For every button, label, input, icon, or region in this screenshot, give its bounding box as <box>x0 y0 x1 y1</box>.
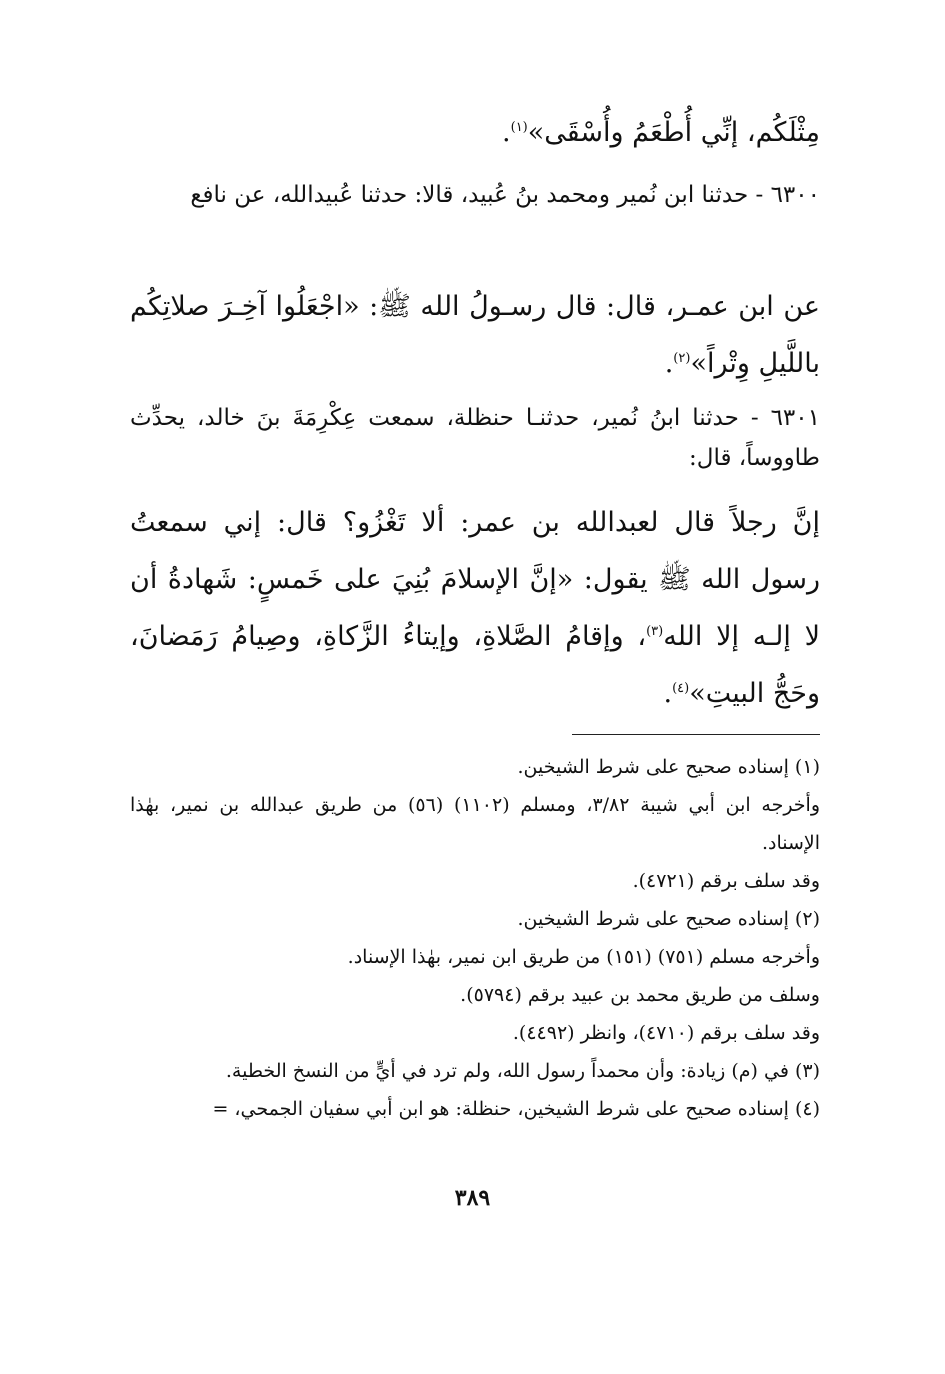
hadith-6300-isnad <box>130 175 820 215</box>
hadith-text-continuation <box>130 104 820 161</box>
footnote-2-line-4: وقد سلف برقم (٤٧١٠)، وانظر (٤٤٩٢). <box>512 1022 820 1044</box>
footnote-marker-1: (١) <box>510 120 528 135</box>
footnote-3-line-1: (٣) في (م) زيادة: وأن محمداً رسول الله، ولم ترد في أيٍّ من النسخ الخطية. <box>225 1060 820 1082</box>
footnote-4-line-1: (٤) إسناده صحيح على شرط الشيخين، حنظلة: هو ابن أبي سفيان الجمحي، = <box>212 1098 820 1120</box>
isnad-text: ٦٣٠١ - حدثنا ابنُ نُمير، حدثنـا حنظلة، سمعت عِكْرِمَةَ بنَ خالد، يحدِّث طاووساً، قال: <box>130 405 820 471</box>
footnote-2-line-2: وأخرجه مسلم (٧٥١) (١٥١) من طريق ابن نمير، بهٰذا الإسناد. <box>347 946 820 968</box>
isnad-text: ٦٣٠٠ - حدثنا ابن نُمير ومحمد بنُ عُبيد، قالا: حدثنا عُبيدالله، عن نافع <box>190 182 820 208</box>
matn-text: إنَّ رجلاً قال لعبدالله بن عمر: ألا تَغْزُو؟ قال: إني سمعتُ رسول الله ﷺ يقول: «إنَّ الإسلامَ بُنِيَ على خَمسٍ: شَهادةُ أن لا إلـه إلا الله <box>130 507 820 652</box>
footnote-divider <box>572 734 820 735</box>
matn-text: مِثْلَكُم، إنِّي أُطْعَمُ وأُسْقَى» <box>527 117 820 148</box>
page-number: ٣٨٩ <box>454 1185 491 1211</box>
footnote-marker-4: (٤) <box>672 681 690 696</box>
footnote-1-line-1: (١) إسناده صحيح على شرط الشيخين. <box>517 756 820 778</box>
punctuation: . <box>664 348 674 379</box>
hadith-6301-isnad <box>130 398 820 478</box>
hadith-6301-matn <box>130 494 820 722</box>
punctuation: . <box>663 678 673 709</box>
footnote-marker-2: (٢) <box>673 351 691 366</box>
matn-text: ، وإقامُ الصَّلاةِ، وإيتاءُ الزَّكاةِ، وصِيامُ رَمَضانَ، وحَجُّ البيتِ» <box>130 621 820 709</box>
footnote-1-line-3: وقد سلف برقم (٤٧٢١). <box>632 870 820 892</box>
matn-text: عن ابن عمـر، قال: قال رسـولُ الله ﷺ: «اجْعَلُوا آخِـرَ صلاتِكُم باللَّيلِ وِتْراً» <box>130 291 820 379</box>
footnote-marker-3: (٣) <box>646 624 664 639</box>
hadith-6300-matn <box>130 278 820 392</box>
footnote-2-line-3: وسلف من طريق محمد بن عبيد برقم (٥٧٩٤). <box>460 984 820 1006</box>
footnotes <box>130 748 820 1128</box>
punctuation: . <box>502 117 511 148</box>
footnote-1-line-2: وأخرجه ابن أبي شيبة ٣/٨٢، ومسلم (١١٠٢) (٥٦) من طريق عبدالله بن نمير، بهٰذا الإسناد. <box>130 794 820 854</box>
footnote-2-line-1: (٢) إسناده صحيح على شرط الشيخين. <box>517 908 820 930</box>
